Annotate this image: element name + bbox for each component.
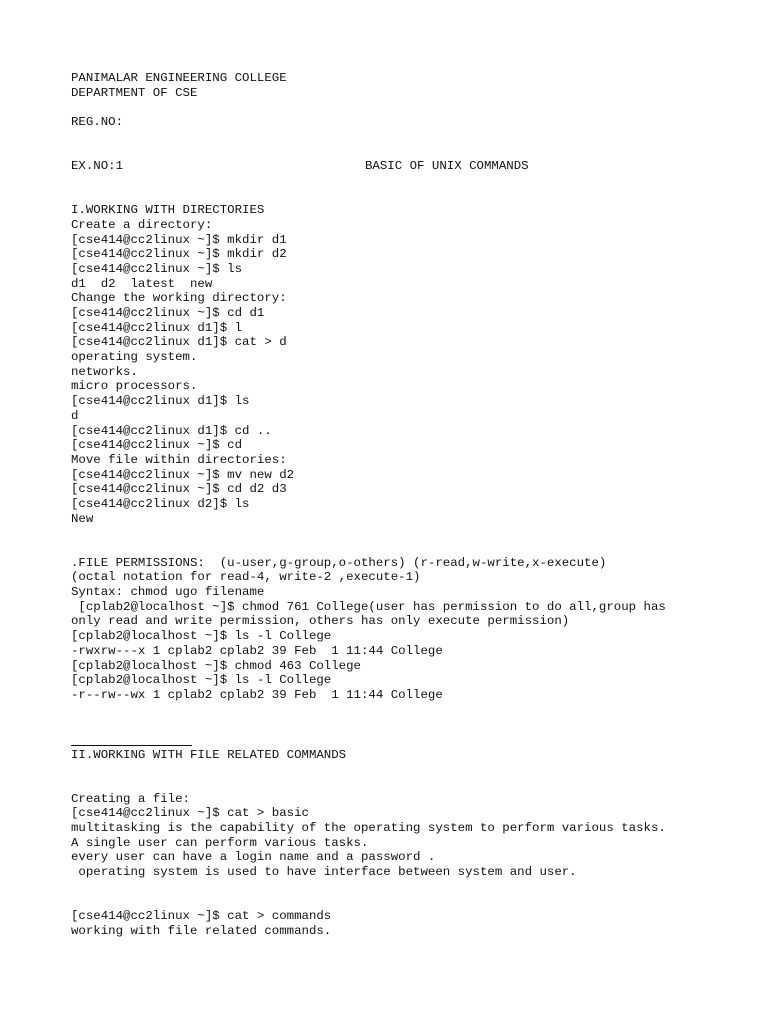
- text-line: networks.: [71, 364, 138, 379]
- text-line: micro processors.: [71, 379, 198, 394]
- text-line: [cse414@cc2linux d1]$ l: [71, 320, 243, 335]
- section1-body: [71, 218, 731, 526]
- section1-heading: I.WORKING WITH DIRECTORIES: [71, 203, 265, 218]
- text-line: [cplab2@localhost ~]$ chmod 463 College: [71, 658, 361, 673]
- text-line: Creating a file:: [71, 791, 190, 806]
- text-line: Move file within directories:: [71, 452, 287, 467]
- text-line: Syntax: chmod ugo filename: [71, 585, 265, 600]
- text-line: every user can have a login name and a password .: [71, 850, 436, 865]
- department-name: DEPARTMENT OF CSE: [71, 85, 198, 100]
- ex-no-label: EX.NO:1: [71, 159, 124, 174]
- text-line: [cse414@cc2linux ~]$ ls: [71, 261, 243, 276]
- college-name: PANIMALAR ENGINEERING COLLEGE: [71, 71, 287, 85]
- text-line: New: [71, 511, 94, 526]
- permissions-heading: .FILE PERMISSIONS: (u-user,g-group,o-others) (r-read,w-write,x-execute): [71, 555, 607, 570]
- exercise-header: [71, 159, 731, 174]
- file-permissions-section: [71, 556, 731, 703]
- text-line: [cse414@cc2linux ~]$ mkdir d2: [71, 247, 287, 262]
- text-line: [cse414@cc2linux d1]$ cd ..: [71, 423, 272, 438]
- text-line: Create a directory:: [71, 217, 213, 232]
- text-line: [cse414@cc2linux d2]$ ls: [71, 496, 250, 511]
- text-line: [cse414@cc2linux d1]$ ls: [71, 394, 250, 409]
- text-line: [cse414@cc2linux ~]$ cat > basic: [71, 806, 309, 821]
- text-line: [cse414@cc2linux ~]$ cat > commands: [71, 909, 332, 924]
- text-line: [cplab2@localhost ~]$ ls -l College: [71, 629, 332, 644]
- horizontal-rule: [71, 732, 192, 746]
- text-line: [cse414@cc2linux d1]$ cat > d: [71, 335, 287, 350]
- text-line: operating system.: [71, 350, 198, 365]
- text-line: d: [71, 408, 79, 423]
- section2-body: [71, 792, 731, 939]
- text-line: working with file related commands.: [71, 923, 332, 938]
- text-line: (octal notation for read-4, write-2 ,execute-1): [71, 570, 421, 585]
- reg-no-label: REG.NO:: [71, 115, 124, 130]
- text-line: A single user can perform various tasks.: [71, 835, 369, 850]
- text-line: operating system is used to have interface between system and user.: [71, 865, 577, 880]
- text-line: [cse414@cc2linux ~]$ mkdir d1: [71, 232, 287, 247]
- text-line: Change the working directory:: [71, 291, 287, 306]
- text-line: only read and write permission, others has only execute permission): [71, 614, 570, 629]
- text-line: multitasking is the capability of the operating system to perform various tasks.: [71, 821, 666, 836]
- text-line: -rwxrw---x 1 cplab2 cplab2 39 Feb 1 11:44 College: [71, 643, 443, 658]
- document-page: [71, 71, 731, 939]
- text-line: -r--rw--wx 1 cplab2 cplab2 39 Feb 1 11:44 College: [71, 687, 443, 702]
- text-line: [cse414@cc2linux ~]$ cd: [71, 438, 243, 453]
- text-line: [cse414@cc2linux ~]$ cd d2 d3: [71, 482, 287, 497]
- text-line: [cse414@cc2linux ~]$ cd d1: [71, 306, 265, 320]
- exercise-title: BASIC OF UNIX COMMANDS: [365, 159, 529, 174]
- text-line: [cplab2@localhost ~]$ chmod 761 College(user has permission to do all,group has: [71, 599, 666, 614]
- text-line: d1 d2 latest new: [71, 276, 213, 291]
- text-line: [cse414@cc2linux ~]$ mv new d2: [71, 467, 295, 482]
- section2-heading: II.WORKING WITH FILE RELATED COMMANDS: [71, 747, 347, 762]
- text-line: [cplab2@localhost ~]$ ls -l College: [71, 673, 332, 688]
